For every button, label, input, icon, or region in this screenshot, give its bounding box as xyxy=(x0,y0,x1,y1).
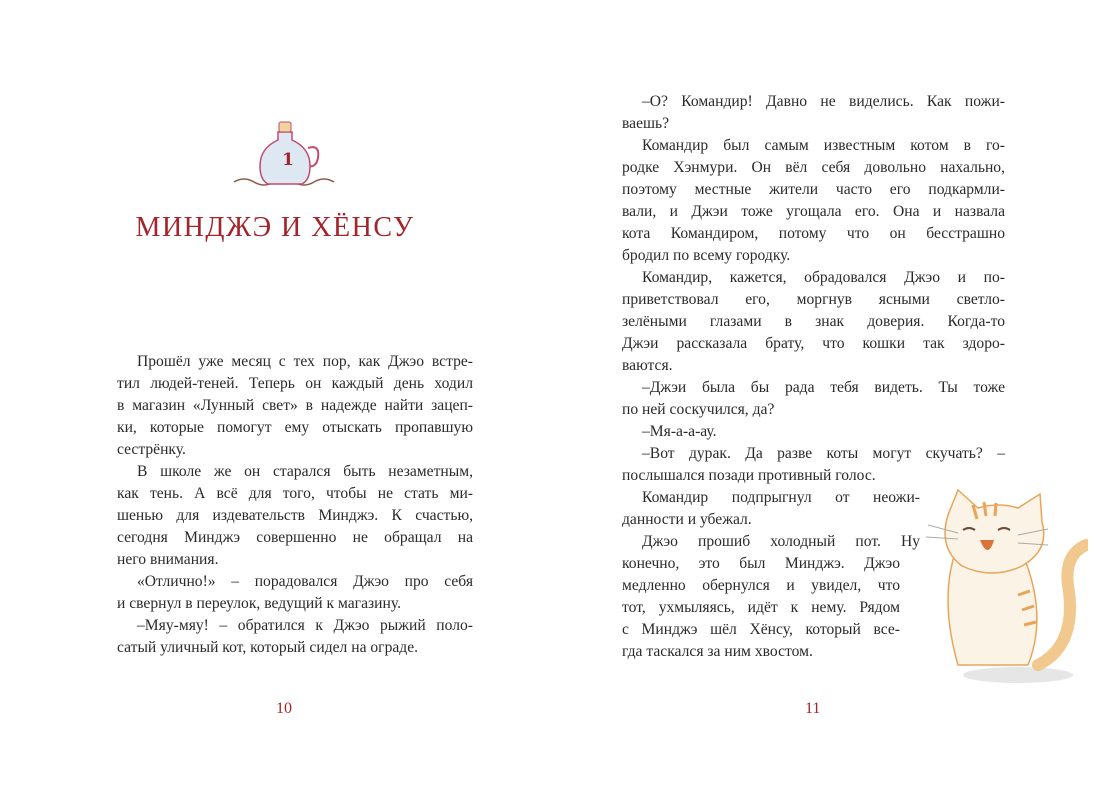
chapter-number: 1 xyxy=(282,150,294,170)
right-page xyxy=(550,0,1100,797)
text-line: ваются. xyxy=(622,357,673,374)
right-body-text-narrow xyxy=(622,487,920,663)
text-line: данности и убежал. xyxy=(622,511,752,528)
text-line: зелёными глазами в знак доверия. Когда-то xyxy=(622,313,1005,330)
text-line: кота Командиром, потому что он бесстрашно xyxy=(622,225,1005,242)
text-line: сестрёнку. xyxy=(117,441,186,458)
text-line: В школе же он старался быть незаметным, xyxy=(137,463,473,480)
text-line: Джэи рассказала брату, что кошки так здоро- xyxy=(622,335,1005,352)
text-line: родке Хэнмури. Он вёл себя довольно нахально, xyxy=(622,159,1005,176)
text-line: ки, которые помогут ему отыскать пропавшую xyxy=(117,419,473,436)
text-line: –Мяу-мяу! – обратился к Джэо рыжий поло- xyxy=(137,617,473,634)
text-line: тил людей-теней. Теперь он каждый день ходил xyxy=(117,375,473,392)
right-body-text xyxy=(622,91,1005,487)
text-line: как тень. А всё для того, чтобы не стать ми- xyxy=(117,485,473,502)
cat-illustration xyxy=(918,485,1088,685)
text-line: Командир, кажется, обрадовался Джэо и по- xyxy=(642,269,1005,286)
text-line: бродил по всему городку. xyxy=(622,247,791,264)
text-line: –Мя-а-а-ау. xyxy=(642,423,717,440)
text-line: –О? Командир! Давно не виделись. Как пожи- xyxy=(642,93,1005,110)
text-line: с Минджэ шёл Хёнсу, который все- xyxy=(622,621,900,638)
text-line: по ней соскучился, да? xyxy=(622,401,775,418)
text-line: сегодня Минджэ совершенно не обращал на xyxy=(117,529,473,546)
text-line: в магазин «Лунный свет» в надежде найти зацеп- xyxy=(117,397,473,414)
text-line: медленно обернулся и увидел, что xyxy=(622,577,900,594)
text-line: приветствовал его, моргнув ясными светло- xyxy=(622,291,1005,308)
text-line: ваешь? xyxy=(622,115,670,132)
text-line: «Отлично!» – порадовался Джэо про себя xyxy=(137,573,473,590)
chapter-title: МИНДЖЭ И ХЁНСУ xyxy=(135,212,415,243)
text-line: гда таскался за ним хвостом. xyxy=(622,643,813,660)
text-line: него внимания. xyxy=(117,551,219,568)
text-line: поэтому местные жители часто его подкармли- xyxy=(622,181,1005,198)
text-line: Прошёл уже месяц с тех пор, как Джэо встре- xyxy=(137,353,473,370)
text-line: Командир был самым известным котом в го- xyxy=(642,137,1005,154)
text-line: –Вот дурак. Да разве коты могут скучать? – xyxy=(642,445,1005,462)
text-line: и свернул в переулок, ведущий к магазину. xyxy=(117,595,401,612)
text-line: –Джэи была бы рада тебя видеть. Ты тоже xyxy=(642,379,1005,396)
text-line: вали, и Джэи тоже угощала его. Она и назвала xyxy=(622,203,1005,220)
page-number-right: 11 xyxy=(805,700,821,717)
page-number-left: 10 xyxy=(276,700,292,717)
text-line: тот, ухмыляясь, идёт к нему. Рядом xyxy=(622,599,900,616)
text-line: сатый уличный кот, который сидел на ограде. xyxy=(117,639,419,656)
text-line: конечно, это был Минджэ. Джэо xyxy=(622,555,900,572)
text-line: шенью для издевательств Минджэ. К счастью, xyxy=(117,507,473,524)
left-body-text xyxy=(117,351,473,659)
text-line: Джэо прошиб холодный пот. Ну xyxy=(642,533,920,550)
text-line: Командир подпрыгнул от неожи- xyxy=(642,489,920,506)
text-line: послышался позади противный голос. xyxy=(622,467,876,484)
